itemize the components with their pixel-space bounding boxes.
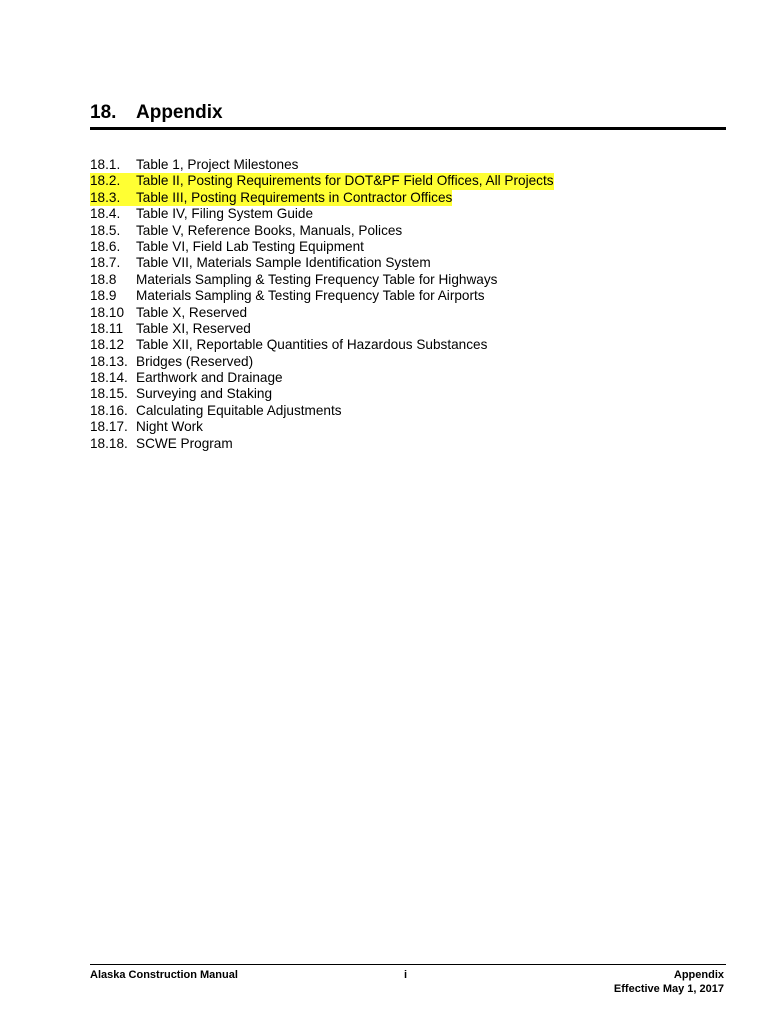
toc-item bbox=[90, 305, 730, 321]
toc-item-number: 18.1. bbox=[90, 157, 121, 172]
toc-item-text: Night Work bbox=[136, 419, 203, 435]
toc-item bbox=[90, 403, 730, 419]
toc-item-text: Table X, Reserved bbox=[136, 304, 248, 320]
toc-item-text: Bridges (Reserved) bbox=[136, 353, 254, 369]
footer-section-info bbox=[614, 968, 724, 996]
toc-item-text: Table 1, Project Milestones bbox=[136, 157, 299, 172]
toc-item bbox=[90, 272, 730, 288]
toc-item bbox=[90, 354, 730, 370]
footer-manual-title: Alaska Construction Manual bbox=[90, 969, 238, 981]
toc-item-highlighted bbox=[90, 173, 730, 189]
toc-item bbox=[90, 386, 730, 402]
toc-item-text: Table XII, Reportable Quantities of Hazardous Substances bbox=[136, 337, 488, 353]
toc-item-text: Earthwork and Drainage bbox=[136, 370, 283, 386]
toc-item-text: Table IV, Filing System Guide bbox=[136, 206, 314, 222]
toc-item-number: 18.5. bbox=[90, 222, 121, 238]
footer-section-name: Appendix bbox=[673, 969, 724, 981]
section-title: Appendix bbox=[136, 102, 223, 123]
toc-item-number: 18.14. bbox=[90, 370, 128, 386]
toc-item-text: Calculating Equitable Adjustments bbox=[136, 402, 342, 418]
toc-item-highlighted bbox=[90, 190, 730, 206]
toc-item bbox=[90, 436, 730, 452]
toc-item-text: Surveying and Staking bbox=[136, 386, 273, 402]
toc-item-number: 18.6. bbox=[90, 238, 121, 254]
footer-page-number: i bbox=[404, 969, 408, 981]
toc-item-number: 18.15. bbox=[90, 386, 128, 402]
toc-item bbox=[90, 239, 730, 255]
toc-item-text: Table II, Posting Requirements for DOT&PF Field Offices, All Projects bbox=[136, 173, 554, 189]
section-number: 18. bbox=[90, 102, 117, 123]
toc-item-number: 18.11 bbox=[90, 320, 124, 336]
toc-item-text: SCWE Program bbox=[136, 435, 233, 451]
toc-item-text: Materials Sampling & Testing Frequency Table for Airports bbox=[136, 288, 485, 304]
table-of-contents bbox=[90, 157, 730, 452]
toc-item bbox=[90, 337, 730, 353]
toc-item-number: 18.13. bbox=[90, 353, 128, 369]
toc-item bbox=[90, 419, 730, 435]
heading-underline bbox=[90, 127, 726, 130]
toc-item-number: 18.16. bbox=[90, 402, 128, 418]
toc-item-number: 18.12 bbox=[90, 337, 125, 353]
toc-item-text: Table XI, Reserved bbox=[136, 320, 251, 336]
toc-item-text: Materials Sampling & Testing Frequency Table for Highways bbox=[136, 271, 498, 287]
toc-item-text: Table VI, Field Lab Testing Equipment bbox=[136, 238, 364, 254]
toc-item-number: 18.8 bbox=[90, 271, 117, 287]
toc-item-number: 18.7. bbox=[90, 255, 121, 271]
toc-item-number: 18.17. bbox=[90, 419, 128, 435]
toc-item-text: Table V, Reference Books, Manuals, Polices bbox=[136, 222, 403, 238]
toc-item-number: 18.10 bbox=[90, 304, 125, 320]
toc-item-number: 18.3. bbox=[90, 190, 136, 206]
toc-item-number: 18.2. bbox=[90, 173, 136, 189]
toc-item bbox=[90, 223, 730, 239]
toc-item bbox=[90, 288, 730, 304]
toc-item bbox=[90, 206, 730, 222]
toc-item-number: 18.4. bbox=[90, 206, 121, 222]
toc-item bbox=[90, 321, 730, 337]
toc-item-number: 18.9 bbox=[90, 288, 117, 304]
toc-item-number: 18.18. bbox=[90, 435, 128, 451]
footer-effective-date: Effective May 1, 2017 bbox=[613, 983, 724, 995]
toc-item bbox=[90, 370, 730, 386]
toc-item-text: Table VII, Materials Sample Identification System bbox=[136, 255, 431, 271]
section-heading bbox=[90, 100, 726, 128]
toc-item bbox=[90, 255, 730, 271]
footer-divider bbox=[90, 964, 726, 965]
toc-item bbox=[90, 157, 730, 173]
toc-item-text: Table III, Posting Requirements in Contractor Offices bbox=[136, 189, 453, 205]
